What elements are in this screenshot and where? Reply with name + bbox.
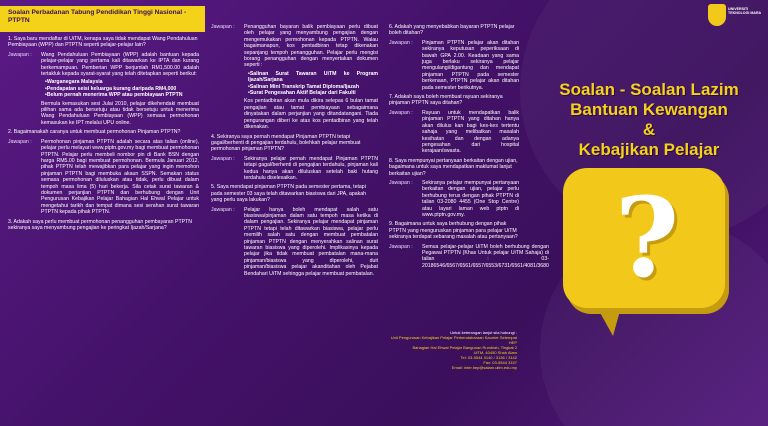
- answer-3-text: Penangguhan bayaran balik pembiayaan perlu dibuat oleh pelajar yang menyambung pengajian dengan mengemukakan permohonan kepada PTPTN. Walau bagaimanapun, kos pentadbiran tetap dikenakan sepanjang tempoh penangguhan. Pelajar perlu mengisi borang penangguhan dengan menyertakan dokumen seperti :: [244, 24, 378, 69]
- answer-7: Rayuan untuk mendapatkan balik pinjaman PTPTN yang ditahan hanya akan dilulus kan bagi kes-kes tertentu sahaja yang melibatkan masalah kesihatan dan dengan adanya pengesahan dari hospital kerajaan/swasta.: [422, 109, 519, 155]
- list-item: • Pendapatan seisi keluarga kurang daripada RM4,000: [45, 86, 199, 92]
- answer-1-note: Bermula kemasukan sesi Julai 2010, pelajar dikehendaki membuat pilihan sama ada bersetuju atau tidak bersetuju untuk menerima Wang Pendahuluan Pembiayaan (WPP) semasa permohonan kemasukan ke IPT melalui UPU online.: [41, 100, 199, 126]
- answer-1: [41, 52, 199, 126]
- answer-9: Semua pelajar-pelajar UiTM boleh berhubung dengan Pegawai PTPTN (Khas Untuk pelajar UiTM Sahaja) di talian : 03-20186546/6567/6561/6557/6553/6731/6561/4081/3680: [422, 243, 549, 269]
- answer-label: Jawapan :: [389, 39, 413, 46]
- contact-address: Bahagian Hal Ehwal Pelajar Bangunan Rumbiah, Tingkat 2: [412, 345, 517, 350]
- question-3: 3. Adakah saya perlu membuat permohonan penangguhan pembayaran PTPTN sekiranya saya menyambung pengajian ke peringkat Ijazah/Sarjana?: [8, 218, 192, 231]
- panel-1: [0, 0, 205, 426]
- answer-label: Jawapan :: [389, 243, 413, 250]
- answer-1-list: [45, 79, 199, 98]
- panel-2: [205, 0, 383, 426]
- contact-tel: Tel: 03-5544 3140 / 3136 / 3142: [460, 355, 517, 360]
- question-1: 1. Saya baru mendaftar di UiTM, kenapa saya tidak mendapat Wang Pendahuluan Pembiayaan (WPP) dan PTPTN seperti pelajar-pelajar lain?: [8, 36, 198, 49]
- cover-title-line: Kebajikan Pelajar: [578, 140, 720, 159]
- answer-3-list: [248, 71, 378, 97]
- cover-title-line: Soalan - Soalan Lazim: [559, 80, 739, 99]
- answer-label: Jawapan :: [389, 109, 413, 116]
- question-7: 7. Adakah saya boleh membuat rayuan sekiranya pinjaman PTPTN saya ditahan?: [389, 94, 503, 107]
- cover-title-line: Bantuan Kewangan: [570, 100, 728, 119]
- uitm-crest-icon: [708, 4, 726, 26]
- answer-label: Jawapan :: [211, 206, 235, 213]
- question-2: 2. Bagaimanakah caranya untuk membuat permohonan Pinjaman PTPTN?: [8, 129, 181, 136]
- answer-label: Jawapan :: [211, 24, 235, 30]
- list-item: • Salinan Mini Transkrip Tamat Diploma/Ijazah: [248, 84, 378, 90]
- answer-4: Sekiranya pelajar pernah mendapat Pinjaman PTPTN tetapi gagal/berhenti di pengajian terdahulu, pinjaman kali kedua hanya akan diluluskan setelah baki hutang terdahulu diselesaikan.: [244, 155, 378, 181]
- list-item: • Belum pernah menerima WPP atau pembiayaan PTPTN: [45, 92, 199, 98]
- header-title: Soalan Perbadanan Tabung Pendidikan Tinggi Nasional - PTPTN: [0, 6, 205, 32]
- answer-label: Jawapan :: [8, 51, 32, 58]
- question-4: 4. Sekiranya saya pernah mendapat Pinjaman PTPTN tetapi gagal/berhenti di pengajian terdahulu, bolehkah pelajar membuat permohonan pinjaman PTPTN?: [211, 133, 361, 153]
- answer-6: Pinjaman PTPTN pelajar akan ditahan sekiranya keputusan peperiksaan di bawah GPA 2.00. Keadaan yang sama juga berlaku sekiranya pelajar mengulangi/digantung dan mendapat pinjaman PTPTN pada semester berkenaan, PTPTN pelajar akan ditahan pada semester berikutnya.: [422, 39, 519, 91]
- cover-panel: [523, 0, 768, 426]
- answer-8: Sekiranya pelajar mempunyai pertanyaan berkaitan dengan ujian, pelajar perlu berhubung terus dengan pihak PTPTN di talian 03-2080 4455 (One Stop Centre) atau layari laman web ptptn di www.ptptn.gov.my.: [422, 179, 519, 218]
- contact-fax: Fax: 03-5544 3157: [483, 360, 517, 365]
- answer-5: Pelajar hanya boleh mendapat salah satu biasiswa/pinjaman dalam satu tempoh masa ketika di dalam pengajian. Sekiranya pelajar mendapat pinjaman PTPTN tetapi telah ditawarkan biasiswa, pelajar perlu memilih salah satu dengan membuat pembatalan pinjaman PTPTN dengan menyerahkan salinan surat tawaran biasiswa yang diperolehi. Implikasinya kepada pelajar jika tidak membuat pembatalan mana-mana pinjaman/biasiswa yang diperolehi, duit pinjaman/biasiswa pelajar akanditahan oleh Pejabat Bendahari UiTM sehingga pelajar membuat pembatalan.: [244, 206, 378, 277]
- question-5: 5. Saya mendapat pinjaman PTPTN pada semester pertama, tetapi pada semester 03 saya telah ditawarkan biasiswa dari JPA, apakah yang perlu saya lakukan?: [211, 184, 367, 204]
- answer-label: Jawapan :: [8, 138, 32, 145]
- uitm-logo: [708, 4, 760, 34]
- contact-unit: Unit Pengurusan Kebajikan Pelajar Perbendaharaan Kaunter Setempat HEP: [390, 335, 517, 345]
- cover-title-line: &: [642, 120, 656, 139]
- question-mark-icon: ?: [614, 173, 680, 302]
- list-item: • Surat Pengesahan Aktif Belajar dari Fakulti: [248, 90, 378, 96]
- answer-label: Jawapan :: [211, 155, 235, 162]
- question-9: 9. Bagaimana untuk saya berhubung dengan pihak PTPTN yang menguruskan pinjaman para pelajar UiTM sekiranya terdapat sebarang masalah atau pertanyaan?: [389, 221, 518, 241]
- contact-intro: Untuk keterangan lanjut sila hubungi :: [450, 330, 517, 335]
- answer-3-note: Kos pentadbiran akan mula dikira selepas 6 bulan tamat pengajian atau tamat pembiayaan sebagaimana dinyatakan dalam perjanjian yang ditandatangani. Tiada pengurangan diberi ke atas kos pentadbiran yang telah dikenakan.: [244, 98, 378, 131]
- contact-city: UiTM, 40450 Shah Alam: [473, 350, 517, 355]
- contact-info: [383, 330, 523, 370]
- answer-3: [244, 24, 378, 131]
- cover-title: [533, 80, 765, 160]
- logo-text: UNIVERSITI TEKNOLOGI MARA: [728, 7, 762, 16]
- list-item: • Salinan Surat Tawaran UiTM ke Program Ijazah/Sarjana: [248, 71, 378, 84]
- contact-email: Email: inter.hep@salam.uitm.edu.my: [451, 365, 517, 370]
- answer-2: Permohonan pinjaman PTPTN adalah secara atas talian (online), pelajar perlu melayari www.ptptn.gov.my bagi membuat permohonan PTPTN. Pelajar perlu membeli nombor pin di Bank BSN dengan harga RM5.00 bagi membuat permohonan. Bermula Januari 2012, pihak PTPTN telah mewajibkan para pelajar yang ingin memohon pinjaman PTPTN bagi membuka akaun SSPN. Semakan status semasa permohonan diluluskan atau tidak, perlu dibuat dalam tempoh masa lima (5) hari bekerja. Sila cetak surat tawaran & dokumen perjanjian PTPTN dan berhubung dengan Unit Pengurusan Kebajikan Pelajar Bahagian Hal Ehwal Pelajar untuk mengetahui tarikh dan tempat dimana sesi serahan surat tawaran PTPTN kepada pihak PTPTN.: [41, 138, 199, 216]
- question-6: 6. Adakah yang menyebabkan bayaran PTPTN pelajar boleh ditahan?: [389, 24, 515, 37]
- answer-1-text: Wang Pendahuluan Pembiayaan (WPP) adalah bantuan kepada pelajar-pelajar yang pertama kali ditawarkan ke IPTA dan kurang berkemampuan. Pemberian WPP berjumlah RM1,500.00 adalah tertakluk kepada syarat-syarat yang telah ditetapkan seperti berikut:: [41, 51, 199, 78]
- answer-label: Jawapan :: [389, 179, 413, 186]
- question-8: 8. Saya mempunyai pertanyaan berkaitan dengan ujian, bagaimana untuk saya mendapatkan maklumat lanjut berkaitan ujian?: [389, 157, 518, 177]
- list-item: • Warganegara Malaysia: [45, 79, 199, 85]
